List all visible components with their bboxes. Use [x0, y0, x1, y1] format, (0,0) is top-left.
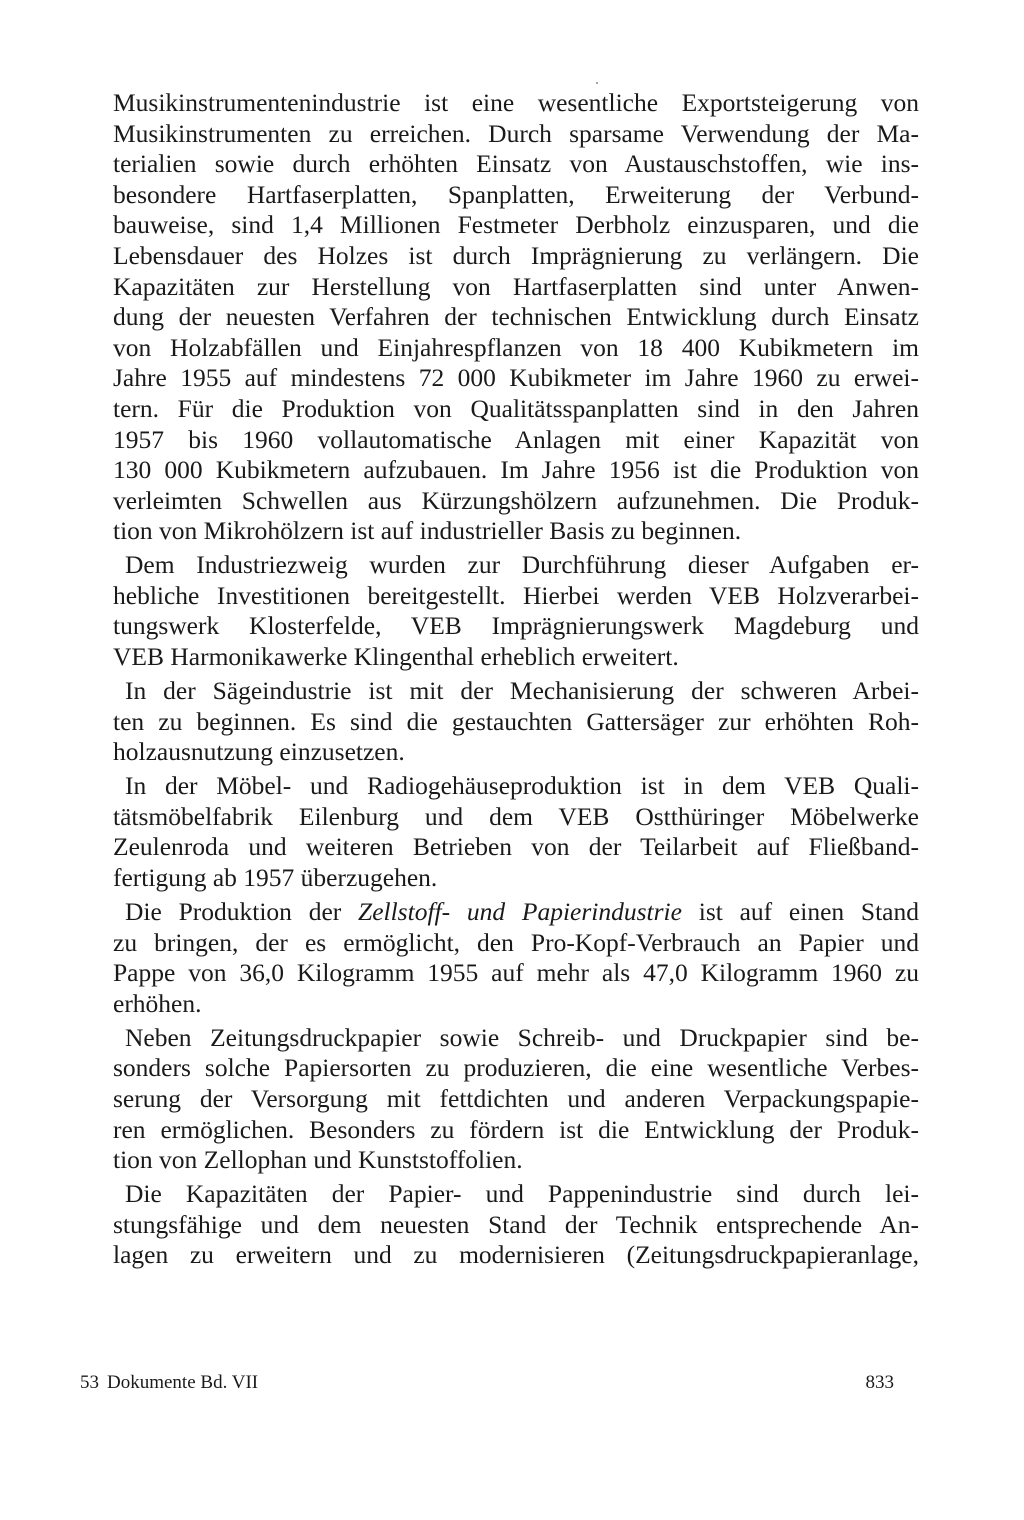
paragraph — [113, 771, 919, 893]
text-line: Die Kapazitäten der Papier- und Pappenindustrie sind durch lei- — [125, 1179, 919, 1209]
emphasized-term: Zellstoff- und Papierindustrie — [358, 897, 682, 926]
text-line: Dem Industriezweig wurden zur Durchführung dieser Aufgaben er- — [125, 550, 919, 580]
text-line: 130 000 Kubikmetern aufzubauen. Im Jahre 1956 ist die Produktion von — [113, 455, 919, 485]
text-line: Neben Zeitungsdruckpapier sowie Schreib- und Druckpapier sind be- — [125, 1022, 919, 1052]
text-line: Musikinstrumenten zu erreichen. Durch sparsame Verwendung der Ma- — [113, 118, 919, 148]
text-line: erhöhen. — [113, 988, 202, 1018]
page-body — [113, 88, 919, 1271]
paragraph — [113, 676, 919, 768]
sheet-signature: 53 — [80, 1372, 99, 1393]
paragraph — [113, 550, 919, 672]
text-line: Musikinstrumentenindustrie ist eine wesentliche Exportsteigerung von — [113, 88, 919, 117]
text-line: In der Möbel- und Radiogehäuseproduktion ist in dem VEB Quali- — [125, 771, 919, 801]
page-footer — [80, 1372, 894, 1396]
text-line: serung der Versorgung mit fettdichten und anderen Verpackungspapie- — [113, 1083, 919, 1113]
source-title: Dokumente Bd. VII — [107, 1372, 259, 1393]
text-line: 1957 bis 1960 vollautomatische Anlagen mit einer Kapazität von — [113, 424, 919, 454]
text-line: lagen zu erweitern und zu modernisieren (Zeitungsdruckpapieranlage, — [113, 1240, 919, 1270]
text-line: stungsfähige und dem neuesten Stand der Technik entsprechende An- — [113, 1209, 919, 1239]
text-line: terialien sowie durch erhöhten Einsatz von Austauschstoffen, wie ins- — [113, 149, 919, 179]
text-line: ten zu beginnen. Es sind die gestauchten Gattersäger zur erhöhten Roh- — [113, 706, 919, 736]
text-line: tern. Für die Produktion von Qualitätsspanplatten sind in den Jahren — [113, 393, 919, 423]
text-line: verleimten Schwellen aus Kürzungshölzern aufzunehmen. Die Produk- — [113, 485, 919, 515]
paragraph — [113, 88, 919, 547]
text-line: hebliche Investitionen bereitgestellt. Hierbei werden VEB Holzverarbei- — [113, 580, 919, 610]
print-speck — [596, 82, 598, 84]
text-line: Kapazitäten zur Herstellung von Hartfaserplatten sind unter Anwen- — [113, 271, 919, 301]
text-line: dung der neuesten Verfahren der technischen Entwicklung durch Einsatz — [113, 302, 919, 332]
text-line: Lebensdauer des Holzes ist durch Imprägnierung zu verlängern. Die — [113, 240, 919, 270]
paragraph — [113, 1179, 919, 1271]
text-line: Zeulenroda und weiteren Betrieben von der Teilarbeit auf Fließband- — [113, 832, 919, 862]
text-line: Pappe von 36,0 Kilogramm 1955 auf mehr als 47,0 Kilogramm 1960 zu — [113, 958, 919, 988]
paragraph — [113, 897, 919, 1019]
paragraph — [113, 1023, 919, 1176]
text-line: Jahre 1955 auf mindestens 72 000 Kubikmeter im Jahre 1960 zu erwei- — [113, 363, 919, 393]
text-line: bauweise, sind 1,4 Millionen Festmeter Derbholz einzusparen, und die — [113, 210, 919, 240]
text-line: tungswerk Klosterfelde, VEB Imprägnierungswerk Magdeburg und — [113, 611, 919, 641]
text-line: holzausnutzung einzusetzen. — [113, 737, 405, 767]
text-line: tion von Mikrohölzern ist auf industrieller Basis zu beginnen. — [113, 516, 742, 546]
footer-source — [80, 1372, 258, 1394]
text-line: VEB Harmonikawerke Klingenthal erheblich erweitert. — [113, 642, 679, 672]
text-line: In der Sägeindustrie ist mit der Mechanisierung der schweren Arbei- — [125, 676, 919, 706]
text-line: besondere Hartfaserplatten, Spanplatten, Erweiterung der Verbund- — [113, 179, 919, 209]
text-line: sonders solche Papiersorten zu produzieren, die eine wesentliche Verbes- — [113, 1053, 919, 1083]
text-line: Die Produktion der Zellstoff- und Papierindustrie ist auf einen Stand — [125, 897, 919, 926]
text-line: tätsmöbelfabrik Eilenburg und dem VEB Ostthüringer Möbelwerke — [113, 801, 919, 831]
text-line: zu bringen, der es ermöglicht, den Pro-Kopf-Verbrauch an Papier und — [113, 927, 919, 957]
text-line: von Holzabfällen und Einjahrespflanzen von 18 400 Kubikmetern im — [113, 332, 919, 362]
text-line: fertigung ab 1957 überzugehen. — [113, 863, 438, 893]
text-line: tion von Zellophan und Kunststoffolien. — [113, 1145, 523, 1175]
page-number: 833 — [865, 1372, 894, 1393]
text-line: ren ermöglichen. Besonders zu fördern ist die Entwicklung der Produk- — [113, 1114, 919, 1144]
